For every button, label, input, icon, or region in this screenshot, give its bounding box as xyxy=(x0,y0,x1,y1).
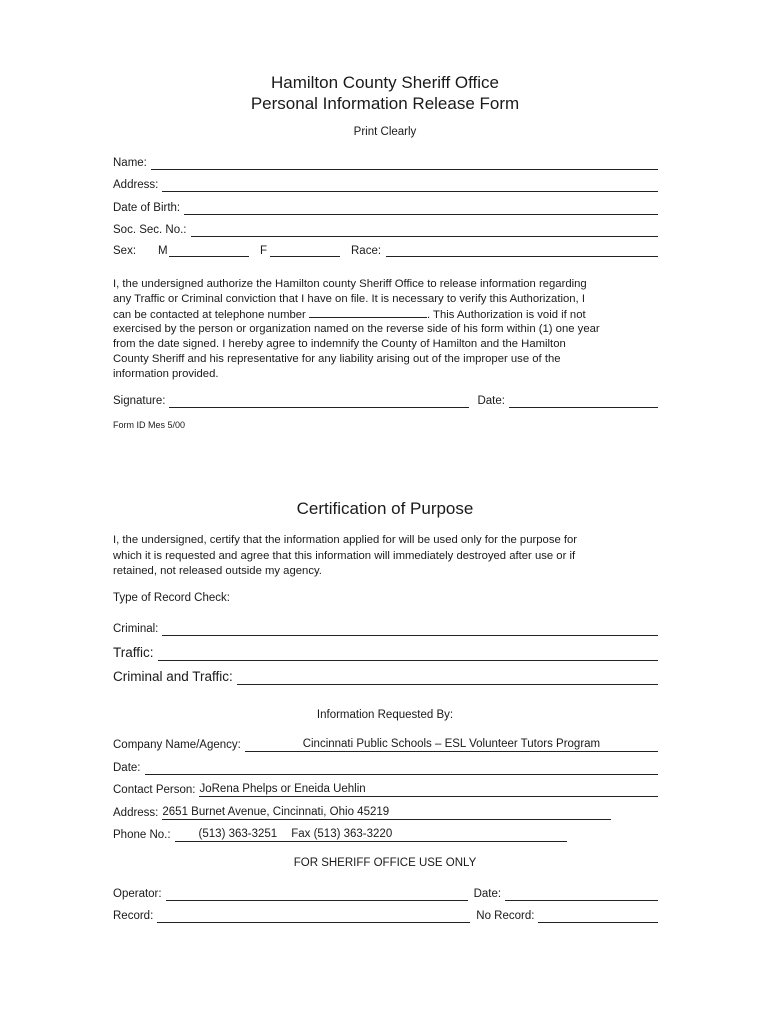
form-agency-title: Hamilton County Sheriff Office xyxy=(270,73,500,92)
address-label: Address: xyxy=(113,179,159,191)
requested-date-field xyxy=(113,759,658,775)
female-label: F xyxy=(260,245,268,257)
traffic-label: Traffic: xyxy=(113,645,154,660)
requested-date-input-line[interactable] xyxy=(145,762,659,775)
company-value[interactable]: Cincinnati Public Schools – ESL Volunteer Tutors Program xyxy=(245,737,658,752)
record-row xyxy=(113,907,658,923)
dob-label: Date of Birth: xyxy=(113,202,181,214)
form-title: Personal Information Release Form xyxy=(250,94,520,113)
signature-input-line[interactable] xyxy=(169,395,469,408)
record-label: Record: xyxy=(113,910,154,922)
requester-address-value[interactable]: 2651 Burnet Avenue, Cincinnati, Ohio 45219 xyxy=(162,805,611,820)
phone-fax-value[interactable] xyxy=(175,827,567,842)
authorization-line: from the date signed. I hereby agree to indemnify the County of Hamilton and the Hamilton xyxy=(113,338,566,351)
name-input-line[interactable] xyxy=(151,157,658,170)
company-label: Company Name/Agency: xyxy=(113,739,241,751)
contact-value[interactable]: JoRena Phelps or Eneida Uehlin xyxy=(199,782,658,797)
criminal-label: Criminal: xyxy=(113,623,159,635)
name-label: Name: xyxy=(113,157,147,169)
authorization-line: information provided. xyxy=(113,367,219,380)
requester-address-field xyxy=(113,804,611,820)
operator-input-line[interactable] xyxy=(166,888,468,901)
criminal-traffic-input-line[interactable] xyxy=(237,672,658,685)
operator-label: Operator: xyxy=(113,888,162,900)
certification-line: I, the undersigned, certify that the information applied for will be used only for the purpose for xyxy=(113,534,578,546)
signature-date-input-line[interactable] xyxy=(509,395,658,408)
phone-field xyxy=(113,826,567,842)
criminal-field xyxy=(113,620,658,636)
criminal-traffic-label: Criminal and Traffic: xyxy=(113,669,233,684)
sex-race-row xyxy=(113,244,658,260)
traffic-field xyxy=(113,643,658,661)
race-input-line[interactable] xyxy=(386,256,658,257)
company-field xyxy=(113,736,658,752)
office-use-heading: FOR SHERIFF OFFICE USE ONLY xyxy=(293,857,477,869)
print-clearly-note: Print Clearly xyxy=(353,126,417,138)
form-id: Form ID Mes 5/00 xyxy=(113,420,186,430)
male-input-line[interactable] xyxy=(169,256,249,257)
authorization-line: exercised by the person or organization named on the reverse side of his form within (1) one year xyxy=(113,323,600,336)
female-input-line[interactable] xyxy=(270,256,340,257)
no-record-label: No Record: xyxy=(476,910,535,922)
authorization-line: any Traffic or Criminal conviction that I have on file. It is necessary to verify this Authorization, I xyxy=(113,292,585,305)
phone-value: (513) 363-3251 xyxy=(198,828,278,840)
requested-date-label: Date: xyxy=(113,762,141,774)
authorization-line xyxy=(113,307,661,323)
requested-by-heading: Information Requested By: xyxy=(316,709,454,721)
fax-value: Fax (513) 363-3220 xyxy=(291,828,393,840)
signature-date-label: Date: xyxy=(477,395,505,407)
dob-field xyxy=(113,199,658,215)
signature-label: Signature: xyxy=(113,395,166,407)
contact-field xyxy=(113,781,658,797)
phone-label: Phone No.: xyxy=(113,829,171,841)
authorization-paragraph xyxy=(113,277,661,382)
office-date-label: Date: xyxy=(473,888,502,900)
name-field xyxy=(113,154,658,170)
certification-line: which it is requested and agree that this information will immediately destroyed after use or if xyxy=(113,549,576,562)
authorization-phone-text: can be contacted at telephone number xyxy=(113,308,306,321)
race-label: Race: xyxy=(351,245,382,257)
telephone-input-line[interactable] xyxy=(309,307,427,318)
contact-label: Contact Person: xyxy=(113,784,196,796)
authorization-line: I, the undersigned authorize the Hamilton county Sheriff Office to release information regarding xyxy=(113,278,587,290)
no-record-input-line[interactable] xyxy=(538,910,658,923)
requester-address-label: Address: xyxy=(113,807,159,819)
office-date-input-line[interactable] xyxy=(505,888,658,901)
certification-paragraph xyxy=(113,533,661,580)
ssn-field xyxy=(113,221,658,237)
sex-label: Sex: xyxy=(113,245,137,257)
certification-title: Certification of Purpose xyxy=(296,499,474,518)
operator-row xyxy=(113,885,658,901)
authorization-void-text: . This Authorization is void if not xyxy=(426,308,586,321)
ssn-input-line[interactable] xyxy=(191,224,658,237)
certification-line: retained, not released outside my agency. xyxy=(113,565,322,577)
criminal-traffic-field xyxy=(113,667,658,685)
address-input-line[interactable] xyxy=(162,179,658,192)
signature-row xyxy=(113,392,658,408)
ssn-label: Soc. Sec. No.: xyxy=(113,224,187,236)
dob-input-line[interactable] xyxy=(184,202,658,215)
authorization-line: County Sheriff and his representative for any liability arising out of the improper use of the xyxy=(113,352,561,365)
traffic-input-line[interactable] xyxy=(158,648,658,661)
criminal-input-line[interactable] xyxy=(162,623,658,636)
address-field xyxy=(113,176,658,192)
record-type-label: Type of Record Check: xyxy=(113,592,230,604)
record-input-line[interactable] xyxy=(157,910,470,923)
male-label: M xyxy=(158,245,168,257)
